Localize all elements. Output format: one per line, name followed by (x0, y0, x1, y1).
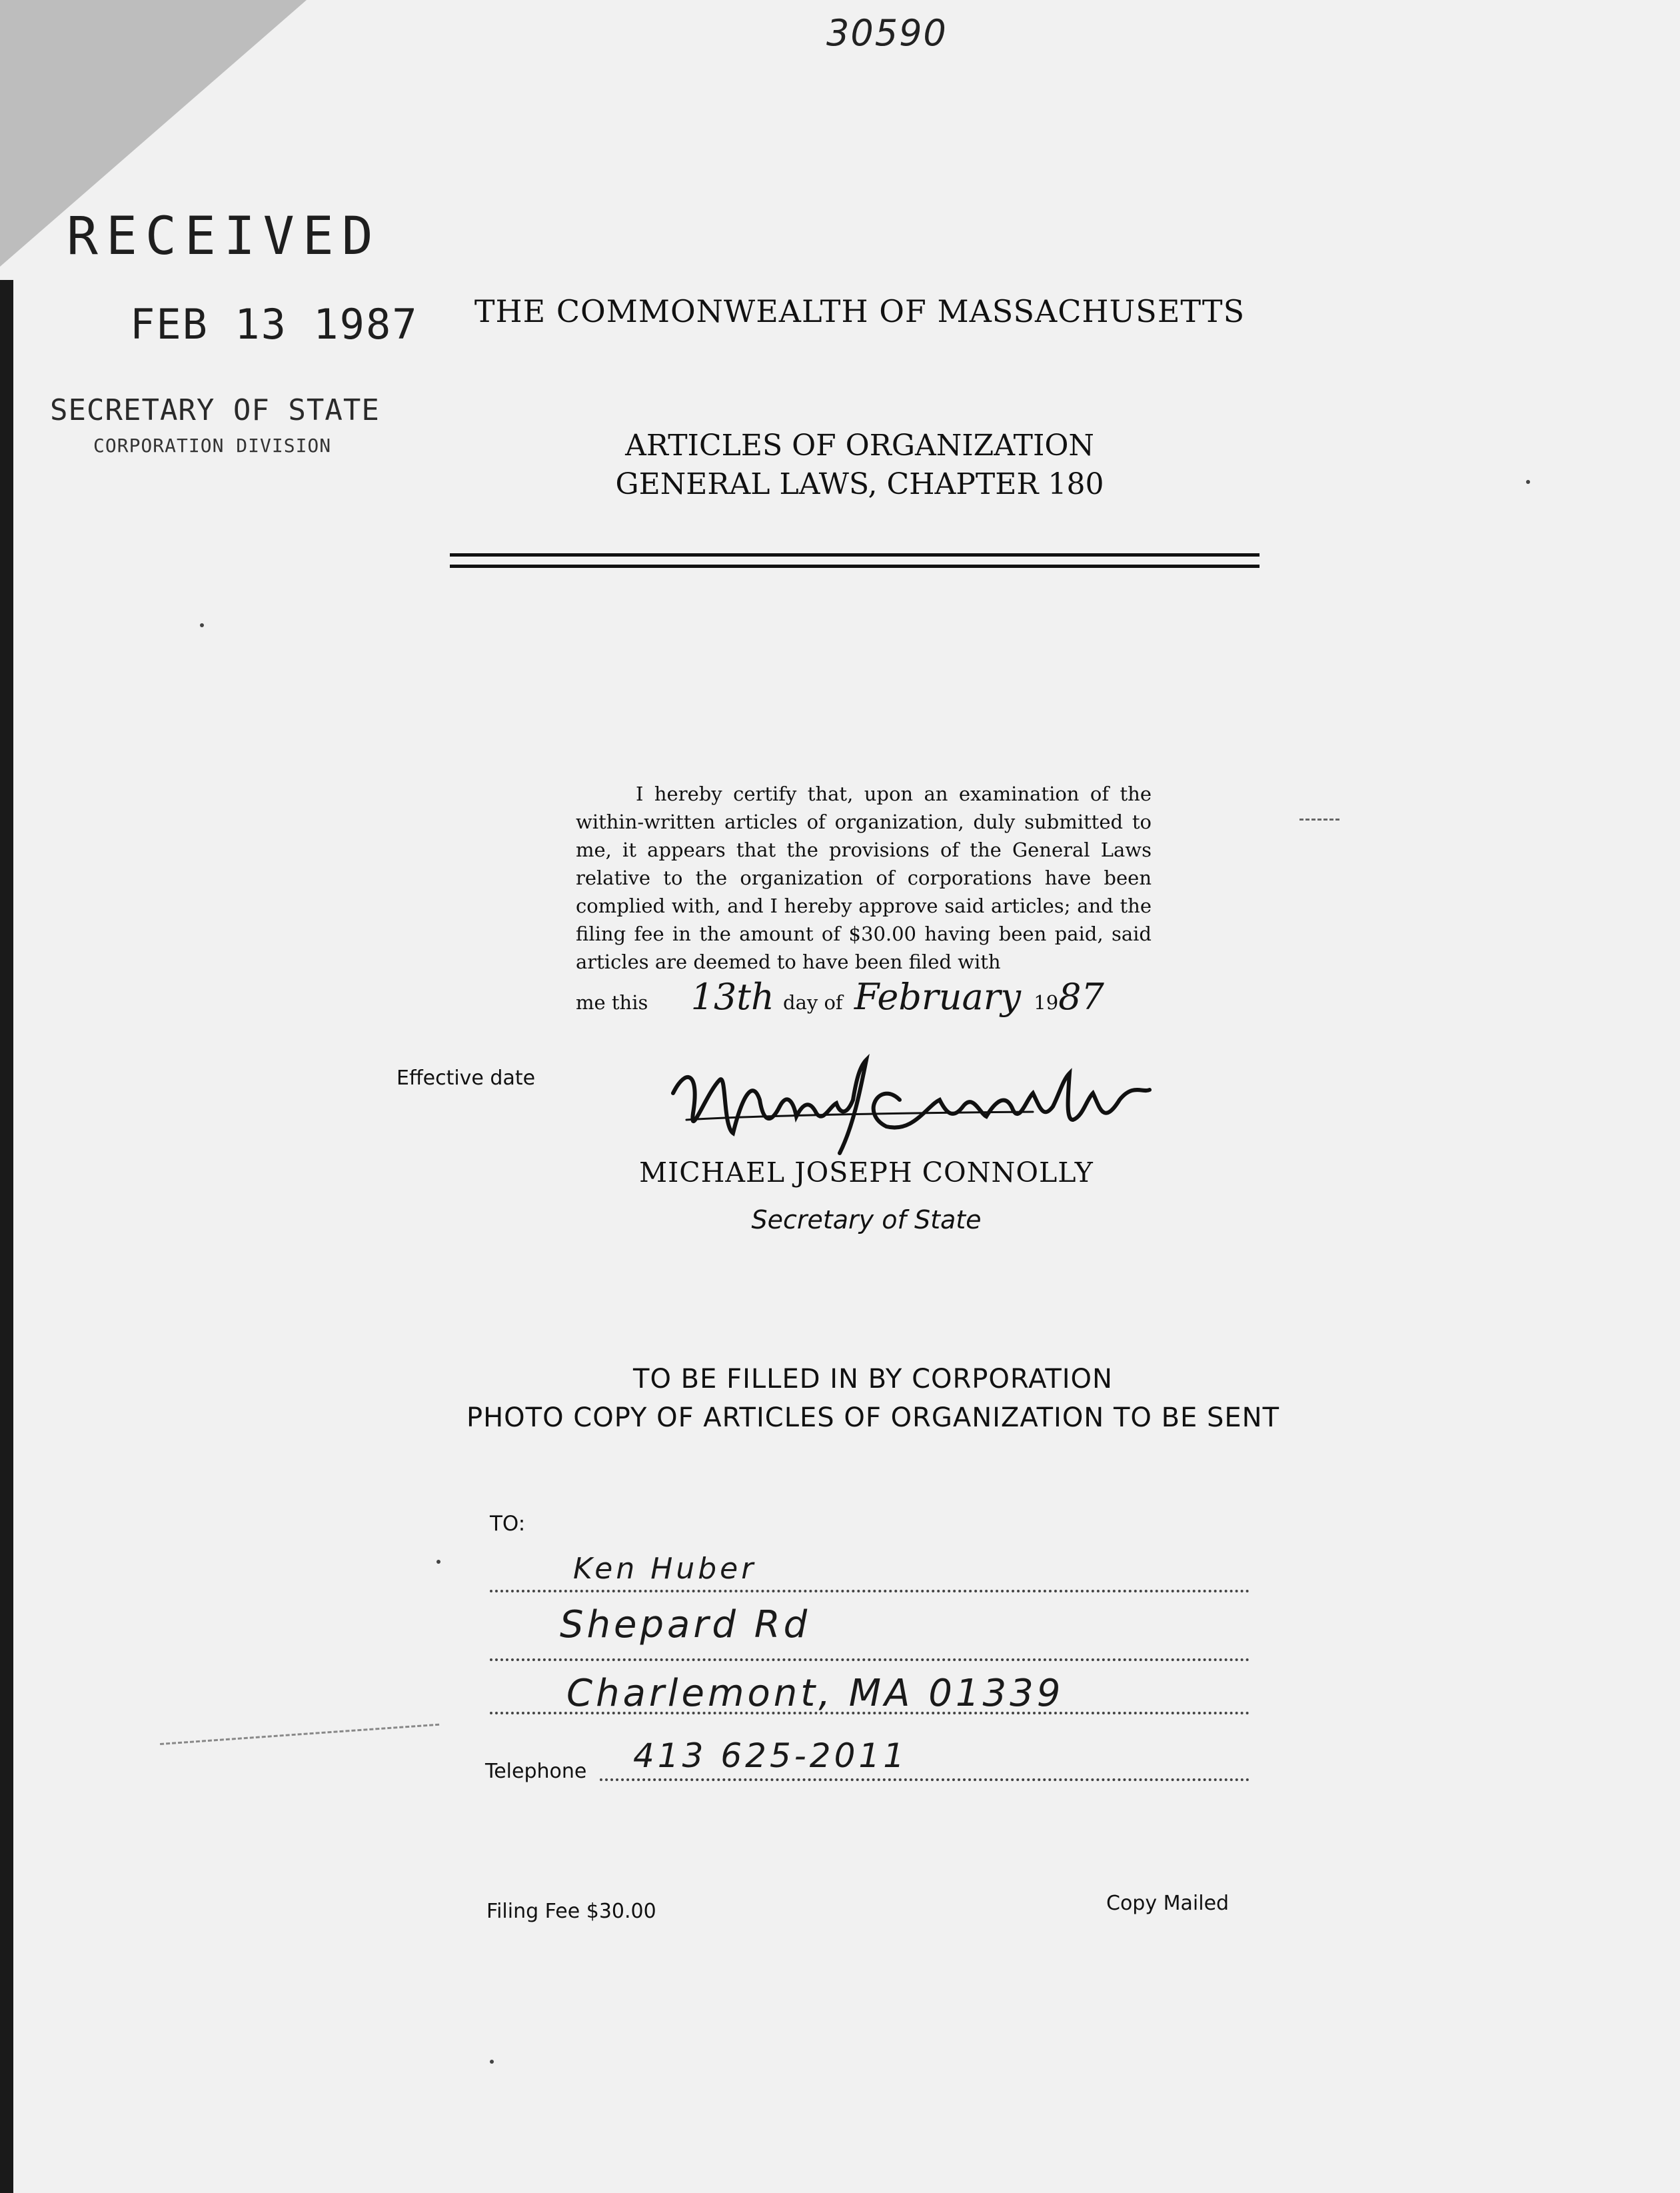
filing-fee: Filing Fee $30.00 (486, 1900, 656, 1923)
corporation-section-heading (373, 1360, 1373, 1437)
address-line-1 (490, 1590, 1250, 1592)
signatory-title: Secretary of State (751, 1205, 982, 1234)
address-name-field: Ken Huber (573, 1552, 757, 1586)
handwritten-month: February (854, 976, 1022, 1018)
effective-date-label: Effective date (397, 1067, 536, 1090)
telephone-line (600, 1778, 1250, 1781)
signature-image (660, 1053, 1153, 1162)
received-stamp-division: CORPORATION DIVISION (93, 435, 332, 457)
title-line-1: ARTICLES OF ORGANIZATION (625, 429, 1094, 463)
telephone-field: 413 625-2011 (633, 1736, 908, 1775)
binding-edge (0, 280, 13, 2193)
commonwealth-heading: THE COMMONWEALTH OF MASSACHUSETTS (474, 293, 1246, 329)
me-this-label: me this (576, 991, 648, 1014)
paper-speck (436, 1560, 440, 1564)
handwritten-day: 13th (690, 976, 774, 1018)
paper-mark (160, 1724, 443, 1805)
filing-date-line (576, 976, 1104, 1018)
to-label: TO: (490, 1512, 526, 1536)
corporation-heading-line-1: TO BE FILLED IN BY CORPORATION (633, 1364, 1113, 1394)
address-city-field: Charlemont, MA 01339 (566, 1672, 1064, 1715)
received-stamp-office: SECRETARY OF STATE (50, 393, 380, 427)
signatory-name: MICHAEL JOSEPH CONNOLLY (639, 1156, 1094, 1188)
copy-mailed: Copy Mailed (1106, 1892, 1230, 1915)
handwritten-file-number: 30590 (826, 12, 948, 54)
address-line-3 (490, 1712, 1250, 1714)
received-stamp-date: FEB 13 1987 (130, 300, 419, 349)
certification-text: I hereby certify that, upon an examination of the within-written articles of organization, duly submitted to me, it appears that the provisions of the General Laws relative to the organization of corporations have been complied with, and I hereby approve said articles; and the filing fee in the amount of $30.00 having been paid, said articles are deemed to have been filed with (576, 783, 1152, 973)
address-street-field: Shepard Rd (560, 1603, 811, 1646)
handwritten-year: 87 (1058, 976, 1104, 1018)
year-prefix: 19 (1034, 991, 1059, 1014)
header-rule-bottom (450, 565, 1260, 568)
title-line-2: GENERAL LAWS, CHAPTER 180 (615, 467, 1104, 501)
paper-speck (200, 623, 204, 627)
telephone-label: Telephone (485, 1760, 587, 1783)
received-stamp: RECEIVED (67, 207, 381, 267)
header-rule-top (450, 553, 1260, 557)
corporation-heading-line-2: PHOTO COPY OF ARTICLES OF ORGANIZATION TO BE SENT (466, 1402, 1280, 1433)
paper-mark (1299, 819, 1339, 821)
paper-speck (1526, 480, 1530, 484)
address-line-2 (490, 1658, 1250, 1661)
paper-speck (490, 2060, 494, 2064)
document-title (520, 427, 1200, 504)
day-of-label: day of (783, 991, 843, 1014)
